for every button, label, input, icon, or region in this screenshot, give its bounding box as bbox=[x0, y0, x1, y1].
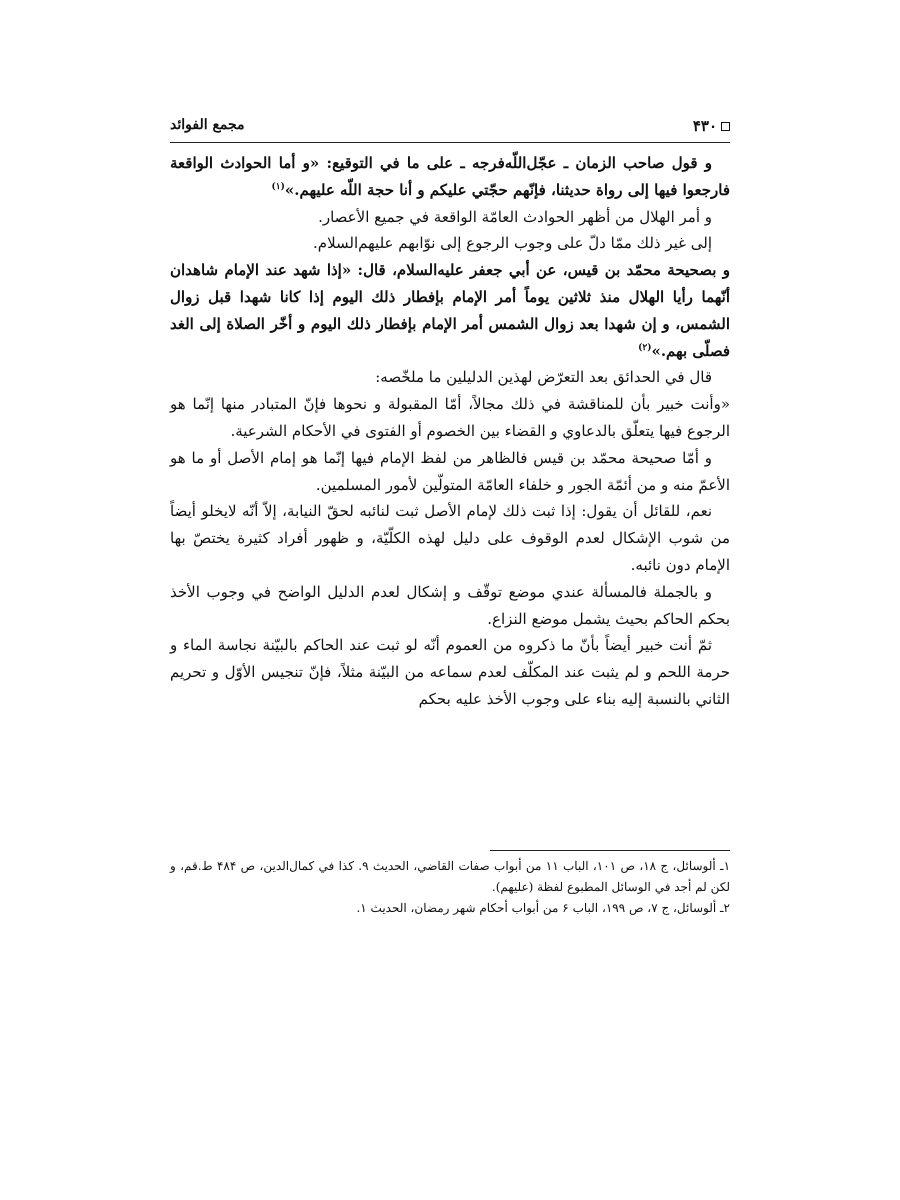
paragraph-4 bbox=[170, 257, 730, 364]
paragraph-2: و أمر الهلال من أظهر الحوادث العامّة الواقعة في جميع الأعصار. bbox=[318, 207, 712, 226]
paragraph-5: قال في الحدائق بعد التعرّض لهذين الدليلين ما ملخّصه: bbox=[375, 368, 712, 387]
page-number-text: ۴۳۰ bbox=[692, 117, 717, 135]
footnote-ref-2: (٢) bbox=[638, 342, 652, 353]
paragraph-4-text: و بصحيحة محمّد بن قيس، عن أبي جعفر عليه‌السلام، قال: «إذا شهد عند الإمام شاهدان أنّهما رأيا الهلال منذ ثلاثين يوماً أمر الإمام بإفطار ذلك اليوم إذا كانا شهدا قبل زوال الشمس، و إن شهدا بعد زوال الشمس أمر الإمام بإفطار ذلك اليوم و أخّر الصلاة إلى الغد فصلّى بهم.» bbox=[170, 261, 730, 360]
paragraph-10: ثمّ أنت خبير أيضاً بأنّ ما ذكروه من العموم أنّه لو ثبت عند الحاكم بالبيّنة نجاسة الماء و حرمة اللحم و لم يثبت عند المكلّف لعدم سماعه من البيّنة مثلاً، فإنّ تنجيس الأوّل و تحريم الثاني بالنسبة إليه بناء على وجوب الأخذ عليه بحكم bbox=[170, 636, 730, 708]
paragraph-9: و بالجملة فالمسألة عندي موضع توقّف و إشكال لعدم الدليل الواضح في وجوب الأخذ بحكم الحاكم بحيث يشمل موضع النزاع. bbox=[170, 582, 730, 628]
footnote-ref-1: (١) bbox=[271, 181, 285, 192]
footnotes bbox=[170, 856, 730, 919]
book-title: مجمع الفوائد bbox=[170, 117, 245, 133]
page-header bbox=[170, 117, 730, 141]
footnote-divider bbox=[490, 850, 730, 851]
paragraph-3: إلى غير ذلك ممّا دلّ على وجوب الرجوع إلى نوّابهم عليهم‌السلام. bbox=[313, 234, 712, 253]
paragraph-6: «وأنت خبير بأن للمناقشة في ذلك مجالاً، أمّا المقبولة و نحوها فإنّ المتبادر منها إنّما هو الرجوع فيها يتعلّق بالدعاوي و القضاء بين الخصوم أو الفتوى في الأحكام الشرعية. bbox=[170, 395, 730, 440]
page-number bbox=[693, 117, 730, 135]
footnote-1: ١ـ ألوسائل، ج ١٨، ص ١٠١، الباب ١١ من أبواب صفات القاضي، الحديث ٩. كذا في كمال‌الدين، ص ۴٨۴ ط.قم، و لكن لم أجد في الوسائل المطبوع لفظة (عليهم). bbox=[170, 859, 731, 894]
header-divider bbox=[170, 142, 730, 143]
paragraph-7: و أمّا صحيحة محمّد بن قيس فالظاهر من لفظ الإمام فيها إنّما هو إمام الأصل أو ما هو الأعمّ منه و من أئمّة الجور و خلفاء العامّة المتولّين لأمور المسلمين. bbox=[170, 448, 730, 494]
paragraph-8: نعم، للقائل أن يقول: إذا ثبت ذلك لإمام الأصل ثبت لنائبه لحقّ النيابة، إلاّ أنّه لايخلو أيضاً من شوب الإشكال لعدم الوقوف على دليل لهذه الكلّيّة، و ظهور أفراد كثيرة يختصّ بها الإمام دون نائبه. bbox=[170, 502, 730, 574]
footnote-2: ٢ـ ألوسائل، ج ٧، ص ١٩٩، الباب ۶ من أبواب أحكام شهر رمضان، الحديث ١. bbox=[356, 901, 730, 915]
main-text bbox=[170, 150, 730, 713]
paragraph-1-text: و قول صاحب الزمان ـ عجّل‌اللّه‌فرجه ـ على ما في التوقيع: «و أما الحوادث الواقعة فارجعوا فيها إلى رواة حديثنا، فإنّهم حجّتي عليكم و أنا حجة اللّه عليهم.» bbox=[170, 154, 730, 199]
square-box-icon bbox=[721, 122, 730, 131]
paragraph-1 bbox=[170, 150, 730, 204]
